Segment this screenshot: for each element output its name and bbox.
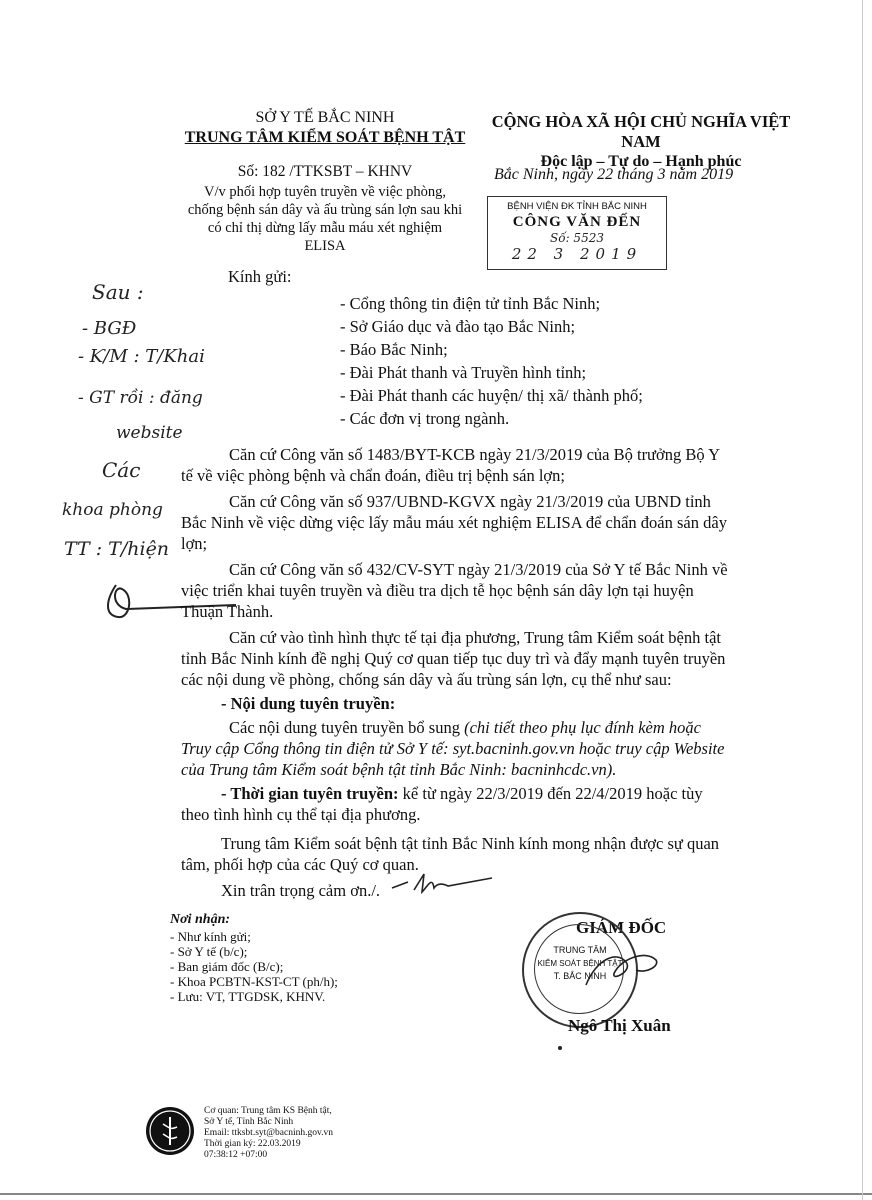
signature-line: Thời gian ký: 22.03.2019: [204, 1139, 301, 1149]
stamp-number: Số: 5523: [550, 231, 604, 245]
document-number: Số: 182 /TTKSBT – KHNV: [237, 163, 413, 180]
margin-note: - Ƙ/M : T/Khai: [78, 346, 205, 367]
scan-edge-line: [0, 1193, 872, 1195]
line: Thuận Thành.: [181, 602, 274, 621]
line: Căn cứ vào tình hình thực tế tại địa phương, Trung tâm Kiểm soát bệnh tật: [229, 628, 721, 647]
paragraph-1: [181, 444, 771, 486]
recipient-item: - Đài Phát thanh và Truyền hình tỉnh;: [340, 363, 587, 382]
body: [181, 444, 771, 901]
received-stamp: [487, 196, 667, 270]
paragraph-6: [181, 783, 771, 825]
margin-note: Sau :: [92, 280, 144, 304]
line: tế về việc phòng bệnh và chẩn đoán, điều trị bệnh sán lợn;: [181, 466, 565, 485]
agency-name: SỞ Y TẾ BẮC NINH: [255, 109, 395, 126]
subject: [160, 183, 490, 255]
line: Truy cập Cổng thông tin điện tử Sở Y tế: syt.bacninh.gov.vn hoặc truy cập Website: [181, 739, 725, 758]
paragraph-5: [181, 717, 771, 780]
noi-nhan-item: - Khoa PCBTN-KST-CT (ph/h);: [170, 974, 338, 989]
line: Căn cứ Công văn số 1483/BYT-KCB ngày 21/3/2019 của Bộ trưởng Bộ Y: [229, 445, 721, 464]
recipient-item: - Đài Phát thanh các huyện/ thị xã/ thành phố;: [340, 386, 643, 405]
signature-line: Cơ quan: Trung tâm KS Bệnh tật,: [204, 1106, 332, 1116]
seal-line: T. BẮC NINH: [553, 971, 607, 981]
line: việc triển khai tuyên truyền và điều tra dịch tễ học bệnh sán dây lợn tại huyện: [181, 581, 694, 600]
time-heading: - Thời gian tuyên truyền:: [221, 784, 399, 803]
line: các nội dung về phòng, chống sán dây và ấu trùng sán lợn, cụ thể như sau:: [181, 670, 672, 689]
subject-line: có chỉ thị dừng lấy mẫu máu xét nghiệm: [207, 220, 443, 236]
margin-note: khoa phòng: [62, 500, 163, 520]
line: [181, 783, 771, 804]
motto: Độc lập – Tự do – Hạnh phúc: [540, 153, 742, 170]
salutation: Kính gửi:: [228, 267, 292, 286]
stamp-hospital: BỆNH VIỆN ĐK TỈNH BẮC NINH: [507, 201, 647, 212]
closing: Xin trân trọng cảm ơn./.: [221, 881, 381, 900]
recipient-list: [340, 292, 720, 430]
handwritten-signature-icon: [576, 940, 666, 1000]
time-detail: kể từ ngày 22/3/2019 đến 22/4/2019 hoặc tùy: [402, 784, 703, 803]
line: theo tình hình cụ thể tại địa phương.: [181, 805, 421, 824]
paragraph-3: [181, 559, 771, 622]
header-left: [160, 108, 490, 255]
line: tỉnh Bắc Ninh kính đề nghị Quý cơ quan tiếp tục duy trì và đẩy mạnh tuyên truyền: [181, 649, 726, 668]
paragraph-2: [181, 491, 771, 554]
dot-mark: [558, 1046, 562, 1050]
stamp-date: 22 3 2019: [511, 245, 643, 263]
signature-line: 07:38:12 +07:00: [204, 1150, 268, 1160]
margin-note: website: [116, 423, 183, 443]
line: Căn cứ Công văn số 432/CV-SYT ngày 21/3/2019 của Sở Y tế Bắc Ninh về: [229, 560, 728, 579]
medical-caduceus-icon: [146, 1107, 194, 1155]
line: của Trung tâm Kiểm soát bệnh tật tỉnh Bắc Ninh: bacninhcdc.vn).: [181, 760, 617, 779]
unit-name: TRUNG TÂM KIỂM SOÁT BỆNH TẬT: [184, 129, 466, 146]
recipients-footer: [170, 912, 410, 1004]
content-lead: Các nội dung tuyên truyền bổ sung: [229, 718, 460, 737]
recipient-item: - Cổng thông tin điện tử tỉnh Bắc Ninh;: [340, 294, 601, 313]
noi-nhan-item: - Như kính gửi;: [170, 929, 251, 944]
line: Bắc Ninh về việc dừng việc lấy mẫu máu xét nghiệm ELISA để chẩn đoán sán dây: [181, 513, 727, 532]
noi-nhan-item: - Sở Y tế (b/c);: [170, 944, 248, 959]
subject-line: V/v phối hợp tuyên truyền về việc phòng,: [203, 184, 447, 200]
seal-line: TRUNG TÂM: [553, 945, 607, 955]
stamp-title: CÔNG VĂN ĐẾN: [512, 214, 642, 230]
line: [181, 717, 771, 738]
recipient-item: - Sở Giáo dục và đào tạo Bắc Ninh;: [340, 317, 576, 336]
paragraph-4: [181, 627, 771, 690]
recipient-item: - Các đơn vị trong ngành.: [340, 409, 510, 428]
margin-note: - BGĐ: [82, 318, 137, 339]
scan-edge-line: [862, 0, 863, 1200]
noi-nhan-item: - Lưu: VT, TTGDSK, KHNV.: [170, 989, 326, 1004]
signature-line: Sở Y tế, Tỉnh Bắc Ninh: [204, 1117, 294, 1127]
noi-nhan-item: - Ban giám đốc (B/c);: [170, 959, 284, 974]
content-detail: (chi tiết theo phụ lục đính kèm hoặc: [464, 718, 701, 737]
issue-date: Bắc Ninh, ngày 22 tháng 3 năm 2019: [494, 166, 734, 183]
signature-line: Email: ttksbt.syt@bacninh.gov.vn: [204, 1128, 333, 1138]
margin-note: - GT rồi : đăng: [78, 388, 203, 408]
line: lợn;: [181, 534, 208, 553]
line: tâm, phối hợp của các Quý cơ quan.: [181, 855, 419, 874]
margin-note: TT : T/hiện: [64, 538, 170, 560]
subject-line: chống bệnh sán dây và ấu trùng sán lợn sau khi: [187, 202, 463, 218]
recipient-item: - Báo Bắc Ninh;: [340, 340, 448, 359]
line: Căn cứ Công văn số 937/UBND-KGVX ngày 21/3/2019 của UBND tỉnh: [229, 492, 711, 511]
subject-line: ELISA: [304, 238, 346, 254]
digital-signature-info: [204, 1106, 404, 1161]
header-right: [476, 112, 806, 172]
noi-nhan-title: Nơi nhận:: [170, 912, 231, 927]
seal-line: KIỂM SOÁT BỆNH TẬT: [537, 959, 623, 968]
signer-title: GIÁM ĐỐC: [576, 918, 667, 937]
line: Trung tâm Kiểm soát bệnh tật tỉnh Bắc Ninh kính mong nhận được sự quan: [221, 834, 720, 853]
initials-signature-icon: [388, 868, 498, 898]
heading-content: - Nội dung tuyên truyền:: [221, 694, 396, 713]
margin-note: Các: [102, 458, 141, 482]
signer-name: Ngô Thị Xuân: [568, 1016, 671, 1035]
nation-title: CỘNG HÒA XÃ HỘI CHỦ NGHĨA VIỆT NAM: [491, 112, 791, 151]
